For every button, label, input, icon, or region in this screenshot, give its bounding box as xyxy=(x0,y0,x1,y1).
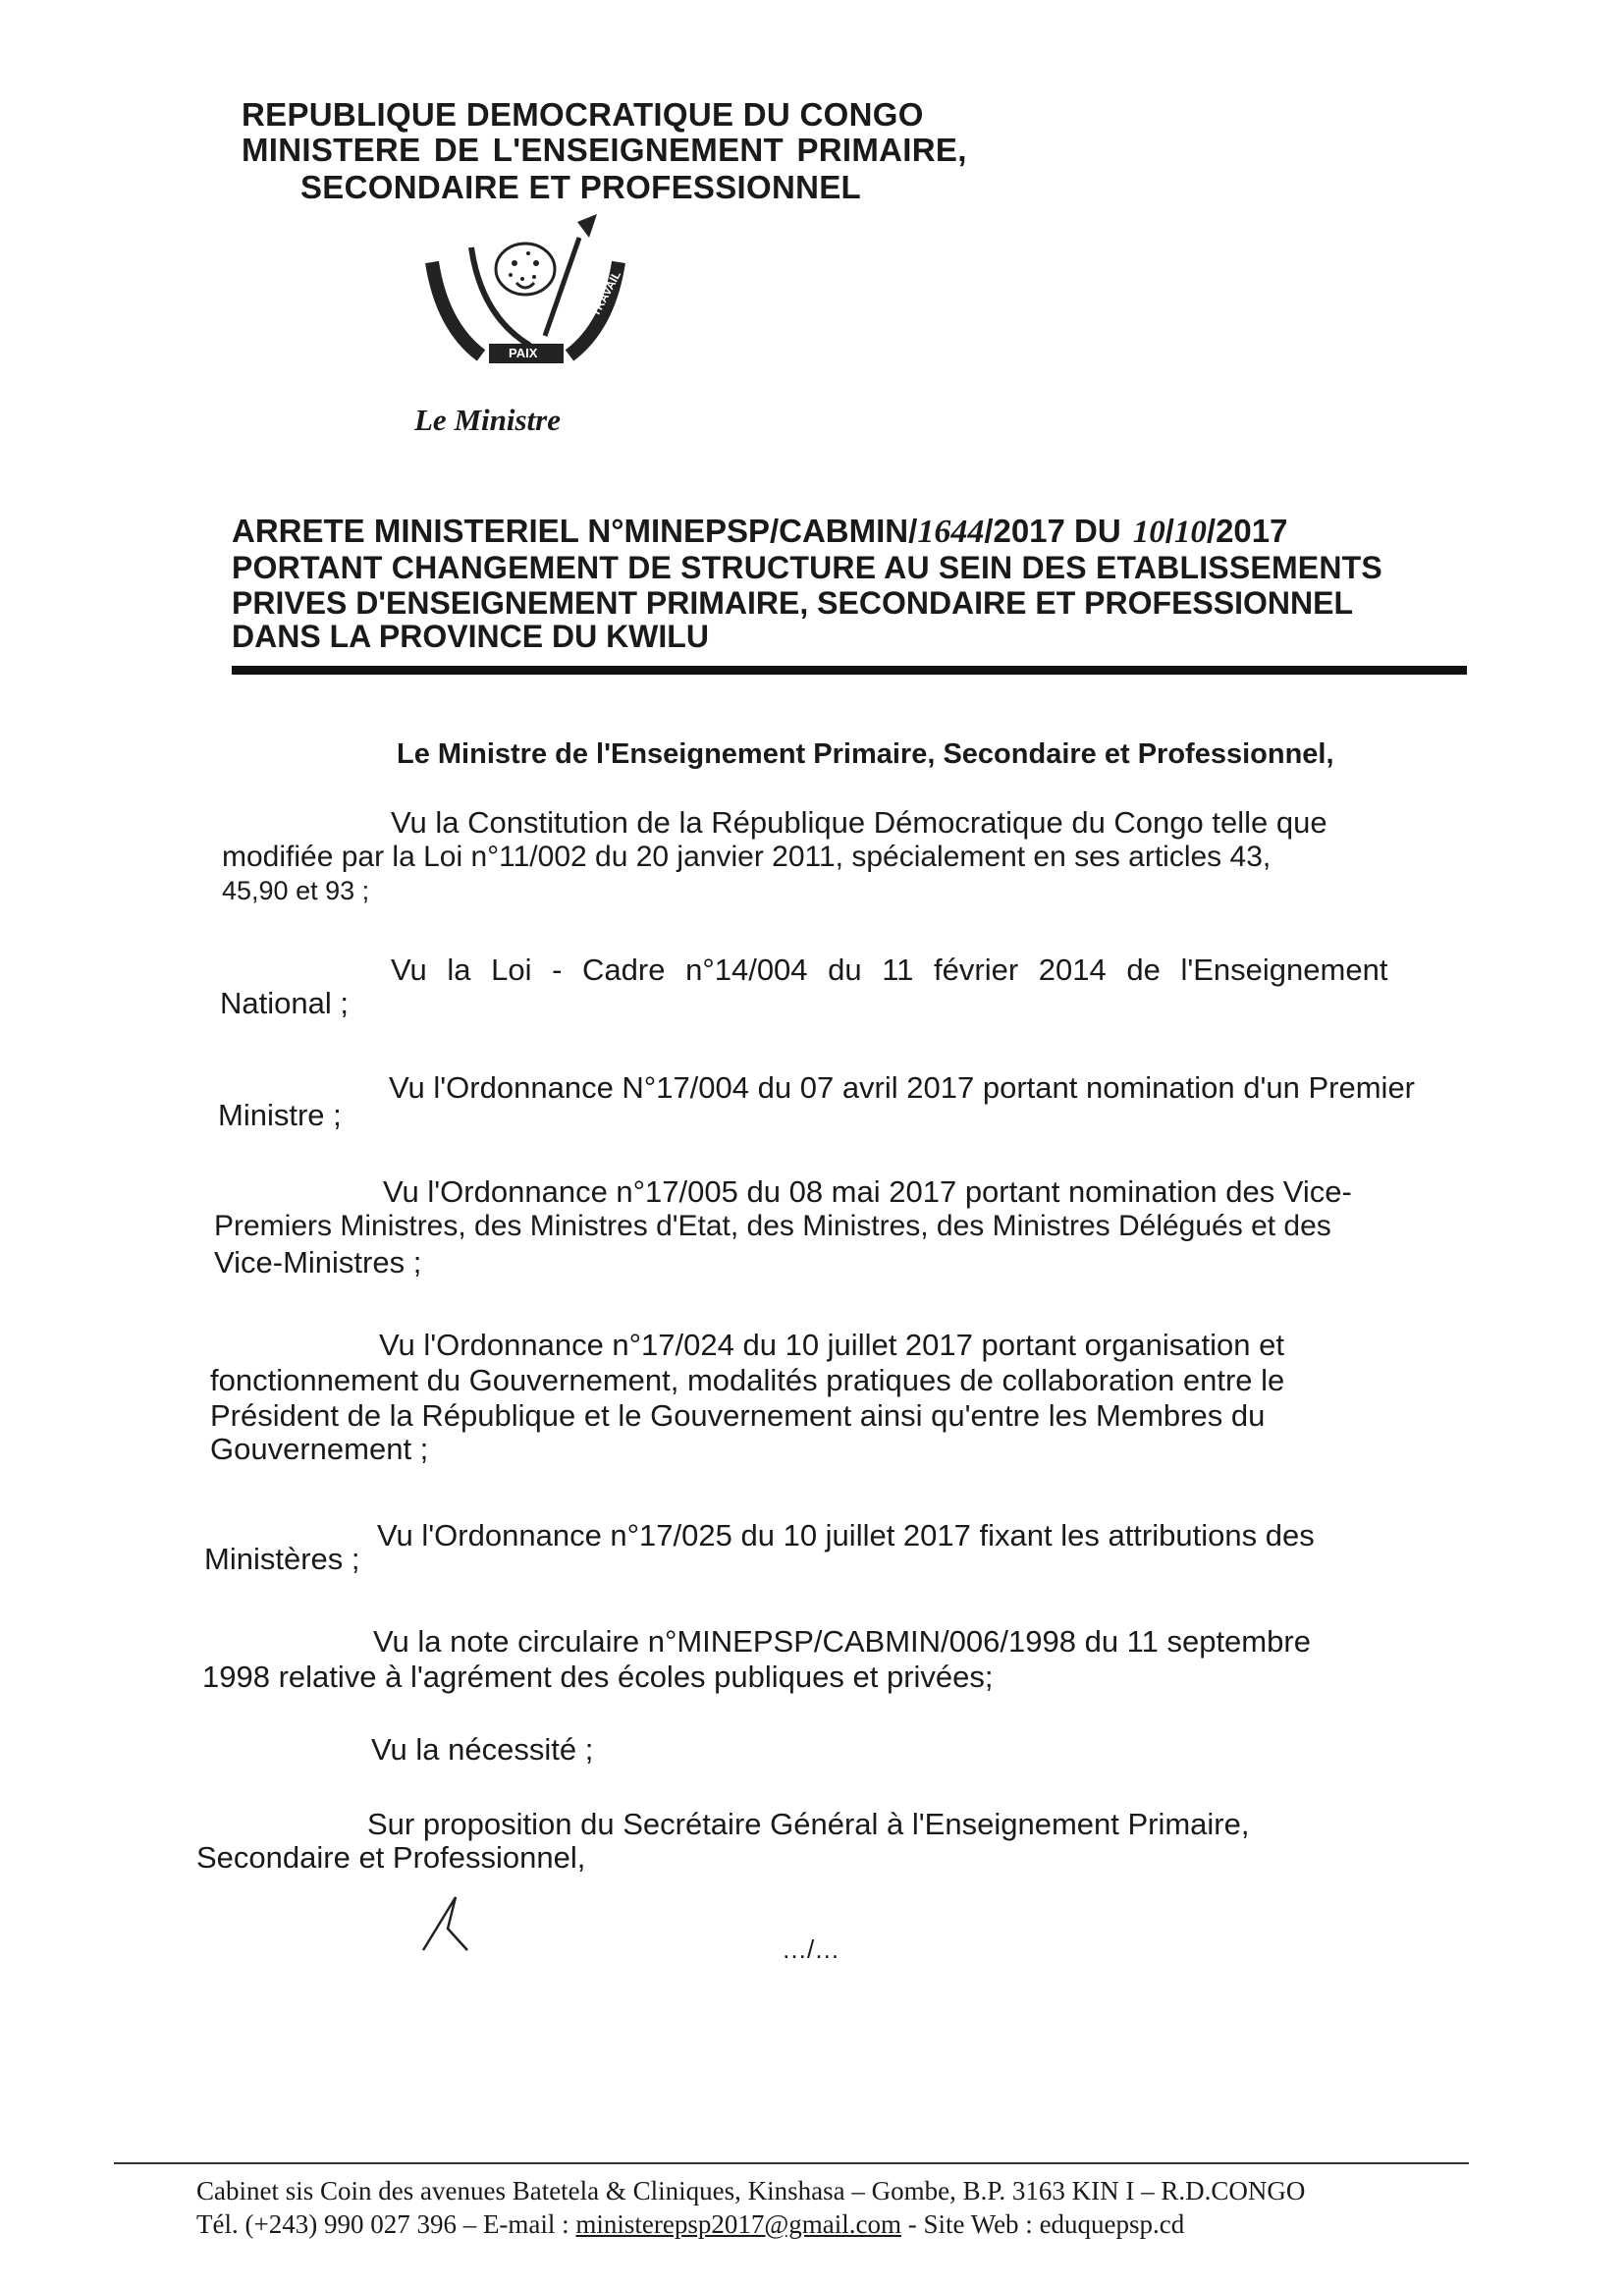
ministre-label: Le Ministre xyxy=(414,403,561,437)
p3-line2: Ministre ; xyxy=(218,1098,342,1132)
p3-line1: Vu l'Ordonnance N°17/004 du 07 avril 2017 portant nomination d'un Premier xyxy=(389,1070,1416,1105)
arrete-title-line4: DANS LA PROVINCE DU KWILU xyxy=(232,619,709,654)
p6-line1: Vu l'Ordonnance n°17/025 du 10 juillet 2017 fixant les attributions des xyxy=(377,1518,1315,1552)
p4-line2: Premiers Ministres, des Ministres d'Etat, des Ministres, des Ministres Délégués et des xyxy=(214,1210,1331,1242)
arrete-date-end: /2017 xyxy=(1206,513,1288,549)
footer-address: Cabinet sis Coin des avenues Batetela & Cliniques, Kinshasa – Gombe, B.P. 3163 KIN I – R.D.CONGO xyxy=(196,2176,1306,2205)
arrete-year: /2017 DU xyxy=(984,513,1121,549)
p7-line2: 1998 relative à l'agrément des écoles publiques et privées; xyxy=(202,1660,994,1694)
footer-contact xyxy=(196,2209,1184,2240)
motto-travail: TRAVAIL xyxy=(588,268,624,319)
p5-line1: Vu l'Ordonnance n°17/024 du 10 juillet 2017 portant organisation et xyxy=(379,1328,1284,1362)
arrete-title-line1 xyxy=(232,513,1463,551)
p7-line1: Vu la note circulaire n°MINEPSP/CABMIN/006/1998 du 11 septembre xyxy=(373,1624,1311,1659)
p5-line3: Président de la République et le Gouvernement ainsi qu'entre les Membres du xyxy=(210,1398,1266,1433)
ministry-name-line2: SECONDAIRE ET PROFESSIONNEL xyxy=(300,169,862,205)
arrete-title-line2: PORTANT CHANGEMENT DE STRUCTURE AU SEIN DES ETABLISSEMENTS xyxy=(232,550,1382,585)
footer-website: - Site Web : eduquepsp.cd xyxy=(901,2209,1185,2239)
motto-paix: PAIX xyxy=(509,346,538,360)
footer-email-link[interactable]: ministerepsp2017@gmail.com xyxy=(575,2209,901,2239)
p5-line2: fonctionnement du Gouvernement, modalités pratiques de collaboration entre le xyxy=(210,1363,1285,1397)
arrete-date-sep: / xyxy=(1164,513,1174,549)
arrete-title-line3: PRIVES D'ENSEIGNEMENT PRIMAIRE, SECONDAIRE ET PROFESSIONNEL xyxy=(232,585,1353,621)
p9-line2: Secondaire et Professionnel, xyxy=(196,1840,586,1875)
country-name: REPUBLIQUE DEMOCRATIQUE DU CONGO xyxy=(242,96,924,133)
p5-line4: Gouvernement ; xyxy=(210,1432,429,1466)
p6-line2: Ministères ; xyxy=(204,1542,360,1576)
p1-line2: modifiée par la Loi n°11/002 du 20 janvier 2011, spécialement en ses articles 43, xyxy=(222,841,1272,873)
p9-line1: Sur proposition du Secrétaire Général à l'Enseignement Primaire, xyxy=(367,1807,1250,1841)
coat-of-arms-emblem xyxy=(412,208,638,375)
arrete-prefix: ARRETE MINISTERIEL N°MINEPSP/CABMIN/ xyxy=(232,513,918,549)
ministry-name-line1: MINISTERE DE L'ENSEIGNEMENT PRIMAIRE, xyxy=(242,132,967,168)
p1-line3: 45,90 et 93 ; xyxy=(222,876,370,905)
p4-line1: Vu l'Ordonnance n°17/005 du 08 mai 2017 portant nomination des Vice- xyxy=(383,1174,1352,1209)
ministre-intro: Le Ministre de l'Enseignement Primaire, Secondaire et Professionnel, xyxy=(397,738,1334,770)
handwritten-number: 1644 xyxy=(917,514,985,550)
p4-line3: Vice-Ministres ; xyxy=(214,1245,422,1280)
p2-line2: National ; xyxy=(220,986,349,1020)
handwritten-month: 10 xyxy=(1173,515,1207,550)
handwritten-day: 10 xyxy=(1132,515,1165,550)
p2-line1: Vu la Loi - Cadre n°14/004 du 11 février 2014 de l'Enseignement xyxy=(391,953,1388,987)
footer-divider xyxy=(114,2162,1469,2164)
continuation-mark: …/… xyxy=(782,1934,840,1964)
motto-justice: JUSTICE xyxy=(439,268,475,319)
footer-phone: Tél. (+243) 990 027 396 – E-mail : xyxy=(196,2209,576,2239)
p1-line1: Vu la Constitution de la République Démocratique du Congo telle que xyxy=(391,805,1327,840)
title-underline xyxy=(232,666,1467,675)
handwritten-initial-icon xyxy=(418,1889,477,1958)
p8: Vu la nécessité ; xyxy=(371,1732,594,1767)
